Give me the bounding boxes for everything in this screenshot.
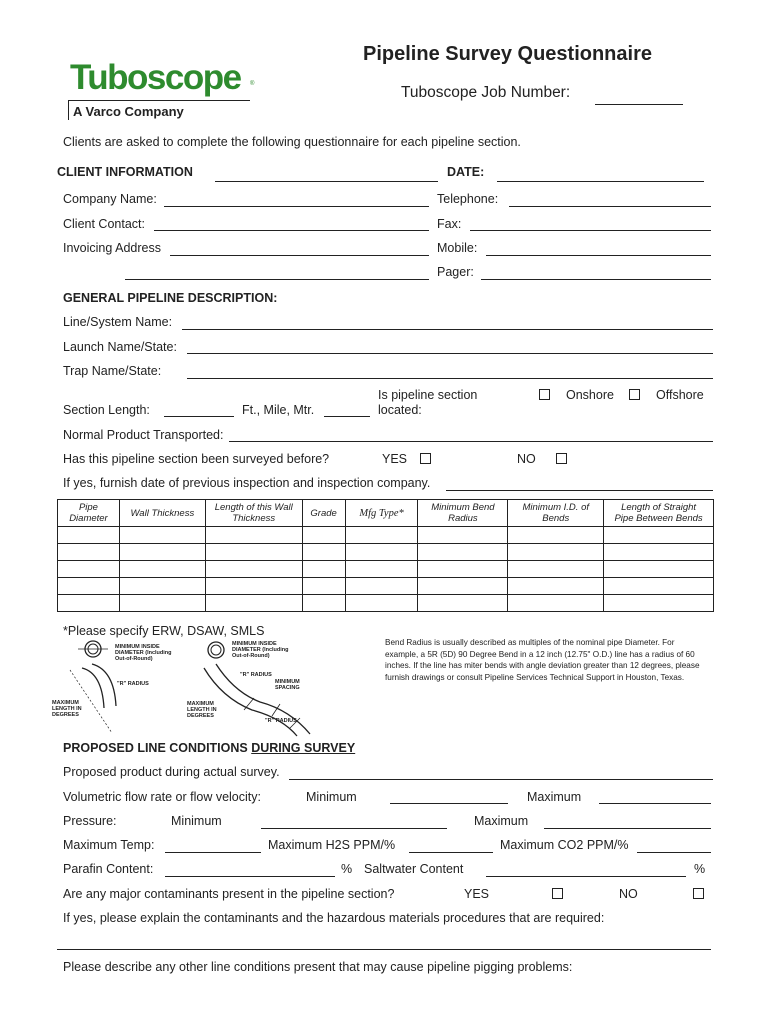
table-cell[interactable]: [205, 561, 302, 578]
table-row: [58, 544, 714, 561]
mobile-field[interactable]: [486, 255, 711, 256]
table-cell[interactable]: [205, 544, 302, 561]
table-cell[interactable]: [345, 527, 418, 544]
logo-subtitle: A Varco Company: [73, 104, 184, 119]
section-length-label: Section Length:: [63, 403, 150, 417]
client-info-heading: CLIENT INFORMATION: [57, 165, 193, 179]
table-cell[interactable]: [119, 561, 205, 578]
col-straight-length: Length of Straight Pipe Between Bends: [604, 500, 714, 527]
table-cell[interactable]: [58, 595, 120, 612]
col-wall-thickness: Wall Thickness: [119, 500, 205, 527]
launch-label: Launch Name/State:: [63, 340, 177, 354]
page-title: Pipeline Survey Questionnaire: [363, 43, 652, 65]
surveyed-question: Has this pipeline section been surveyed before?: [63, 452, 330, 466]
surveyed-no-label: NO: [517, 452, 536, 466]
table-cell[interactable]: [58, 561, 120, 578]
specify-note: *Please specify ERW, DSAW, SMLS: [63, 624, 265, 638]
table-cell[interactable]: [604, 527, 714, 544]
proposed-product-field[interactable]: [289, 779, 713, 780]
units-field[interactable]: [324, 416, 370, 417]
pressure-min-field[interactable]: [261, 828, 447, 829]
min-spacing-label: MINIMUM SPACING: [275, 679, 300, 691]
line-system-label: Line/System Name:: [63, 315, 173, 329]
invoicing-address-label: Invoicing Address: [63, 241, 161, 255]
invoicing-address-field[interactable]: [170, 255, 429, 256]
contaminants-explain-field[interactable]: [57, 949, 711, 950]
flow-max-field[interactable]: [599, 803, 711, 804]
saltwater-label: Saltwater Content: [364, 862, 464, 876]
intro-text: Clients are asked to complete the following questionnaire for each pipeline section.: [63, 135, 521, 149]
table-cell[interactable]: [604, 561, 714, 578]
table-cell[interactable]: [418, 544, 508, 561]
pressure-max-field[interactable]: [544, 828, 711, 829]
table-cell[interactable]: [508, 595, 604, 612]
table-cell[interactable]: [604, 578, 714, 595]
pressure-min-label: Minimum: [171, 814, 222, 828]
r-radius-label-3: "R" RADIUS: [265, 718, 297, 724]
client-info-field[interactable]: [215, 181, 438, 182]
table-cell[interactable]: [302, 561, 345, 578]
table-cell[interactable]: [119, 544, 205, 561]
onshore-label: Onshore: [566, 388, 614, 402]
company-name-label: Company Name:: [63, 192, 157, 206]
max-h2s-field[interactable]: [409, 852, 493, 853]
fax-label: Fax:: [437, 217, 462, 231]
col-min-bend-radius: Minimum Bend Radius: [418, 500, 508, 527]
bend-radius-note: Bend Radius is usually described as multiples of the nominal pipe Diameter. For example, a 5R (5D) 90 Degree Bend in a 12 inch (12.75" O.D.) line has a radius of 60 inches. If the line has miter bends with angle deviation greater than 12 degrees, please furnish drawings or consult Pipeline Services Technical Support in Houston, Texas.: [385, 638, 700, 682]
table-cell[interactable]: [508, 544, 604, 561]
table-cell[interactable]: [418, 578, 508, 595]
max-co2-label: Maximum CO2 PPM/%: [500, 838, 629, 852]
logo-side-rule: [68, 100, 69, 120]
saltwater-field[interactable]: [486, 876, 686, 877]
table-row: [58, 561, 714, 578]
table-cell[interactable]: [508, 561, 604, 578]
table-cell[interactable]: [345, 544, 418, 561]
table-cell[interactable]: [58, 527, 120, 544]
col-wall-length: Length of this Wall Thickness: [205, 500, 302, 527]
product-transported-field[interactable]: [229, 441, 713, 442]
col-min-id-bends: Minimum I.D. of Bends: [508, 500, 604, 527]
proposed-product-label: Proposed product during actual survey.: [63, 765, 280, 779]
table-cell[interactable]: [418, 595, 508, 612]
table-row: [58, 527, 714, 544]
table-cell[interactable]: [302, 544, 345, 561]
max-h2s-label: Maximum H2S PPM/%: [268, 838, 396, 852]
fax-field[interactable]: [470, 230, 711, 231]
table-cell[interactable]: [302, 578, 345, 595]
pressure-label: Pressure:: [63, 814, 117, 828]
surveyed-no-checkbox[interactable]: [556, 453, 567, 464]
contaminants-explain-label: If yes, please explain the contaminants and the hazardous materials procedures that are required:: [63, 911, 605, 925]
table-cell[interactable]: [345, 595, 418, 612]
telephone-field[interactable]: [509, 206, 711, 207]
client-contact-label: Client Contact:: [63, 217, 145, 231]
table-cell[interactable]: [205, 527, 302, 544]
company-name-field[interactable]: [164, 206, 429, 207]
pipe-specification-table: [57, 499, 714, 612]
table-header-row: [58, 500, 714, 527]
table-cell[interactable]: [302, 527, 345, 544]
contaminants-yes-checkbox[interactable]: [552, 888, 563, 899]
other-conditions-label: Please describe any other line conditions present that may cause pipeline pigging problems:: [63, 960, 573, 974]
launch-field[interactable]: [187, 353, 713, 354]
units-label: Ft., Mile, Mtr.: [242, 403, 315, 417]
previous-inspection-label: If yes, furnish date of previous inspection and inspection company.: [63, 476, 431, 490]
min-inside-diameter-label-2: MINIMUM INSIDE DIAMETER (Including Out-of-Round): [232, 641, 289, 659]
parafin-label: Parafin Content:: [63, 862, 154, 876]
invoicing-address-field-2[interactable]: [125, 279, 429, 280]
max-length-label-1: MAXIMUM LENGTH IN DEGREES: [52, 700, 82, 718]
table-cell[interactable]: [418, 527, 508, 544]
table-cell[interactable]: [302, 595, 345, 612]
tuboscope-logo: Tuboscope: [70, 58, 241, 97]
flow-min-field[interactable]: [390, 803, 508, 804]
table-cell[interactable]: [508, 527, 604, 544]
line-system-field[interactable]: [182, 329, 713, 330]
telephone-label: Telephone:: [437, 192, 499, 206]
col-pipe-diameter: Pipe Diameter: [58, 500, 120, 527]
offshore-label: Offshore: [656, 388, 704, 402]
date-field[interactable]: [497, 181, 704, 182]
trap-label: Trap Name/State:: [63, 364, 162, 378]
pager-field[interactable]: [481, 279, 711, 280]
table-cell[interactable]: [58, 578, 120, 595]
table-cell[interactable]: [58, 544, 120, 561]
location-question-2: located:: [378, 403, 422, 417]
contaminants-no-label: NO: [619, 887, 638, 901]
table-cell[interactable]: [205, 595, 302, 612]
table-row: [58, 595, 714, 612]
surveyed-yes-checkbox[interactable]: [420, 453, 431, 464]
conditions-heading-underlined: DURING SURVEY: [251, 741, 356, 755]
flow-rate-label: Volumetric flow rate or flow velocity:: [63, 790, 261, 804]
table-cell[interactable]: [508, 578, 604, 595]
section-length-field[interactable]: [164, 416, 234, 417]
table-row: [58, 578, 714, 595]
r-radius-label-2: "R" RADIUS: [240, 672, 272, 678]
table-cell[interactable]: [418, 561, 508, 578]
max-co2-field[interactable]: [637, 852, 711, 853]
trap-field[interactable]: [187, 378, 713, 379]
col-grade: Grade: [302, 500, 345, 527]
job-number-field[interactable]: [595, 104, 683, 105]
pager-label: Pager:: [437, 265, 474, 279]
contaminants-no-checkbox[interactable]: [693, 888, 704, 899]
table-cell[interactable]: [604, 595, 714, 612]
job-number-label: Tuboscope Job Number:: [401, 84, 571, 101]
table-cell[interactable]: [345, 561, 418, 578]
location-question-1: Is pipeline section: [378, 388, 478, 402]
date-label: DATE:: [447, 165, 485, 179]
table-cell[interactable]: [604, 544, 714, 561]
offshore-checkbox[interactable]: [629, 389, 640, 400]
table-cell[interactable]: [205, 578, 302, 595]
table-cell[interactable]: [345, 578, 418, 595]
client-contact-field[interactable]: [154, 230, 429, 231]
max-temp-field[interactable]: [165, 852, 261, 853]
flow-max-label: Maximum: [527, 790, 582, 804]
min-inside-diameter-label-1: MINIMUM INSIDE DIAMETER (Including Out-of-Round): [115, 644, 172, 662]
contaminants-question: Are any major contaminants present in the pipeline section?: [63, 887, 395, 901]
logo-registered-mark: ®: [250, 81, 255, 87]
conditions-heading: [63, 741, 355, 755]
parafin-field[interactable]: [165, 876, 335, 877]
r-radius-label-1: "R" RADIUS: [117, 681, 149, 687]
table-cell[interactable]: [119, 595, 205, 612]
parafin-percent: %: [341, 862, 353, 876]
max-temp-label: Maximum Temp:: [63, 838, 155, 852]
onshore-checkbox[interactable]: [539, 389, 550, 400]
pressure-max-label: Maximum: [474, 814, 529, 828]
flow-min-label: Minimum: [306, 790, 357, 804]
contaminants-yes-label: YES: [464, 887, 490, 901]
saltwater-percent: %: [694, 862, 706, 876]
surveyed-yes-label: YES: [382, 452, 408, 466]
mobile-label: Mobile:: [437, 241, 478, 255]
table-cell[interactable]: [119, 527, 205, 544]
logo-underline: [68, 100, 250, 101]
col-mfg-type: Mfg Type*: [345, 500, 418, 527]
max-length-label-2: MAXIMUM LENGTH IN DEGREES: [187, 701, 217, 719]
table-cell[interactable]: [119, 578, 205, 595]
product-transported-label: Normal Product Transported:: [63, 428, 224, 442]
conditions-heading-prefix: PROPOSED LINE CONDITIONS: [63, 741, 252, 755]
previous-inspection-field[interactable]: [446, 490, 713, 491]
general-description-heading: GENERAL PIPELINE DESCRIPTION:: [63, 291, 278, 305]
